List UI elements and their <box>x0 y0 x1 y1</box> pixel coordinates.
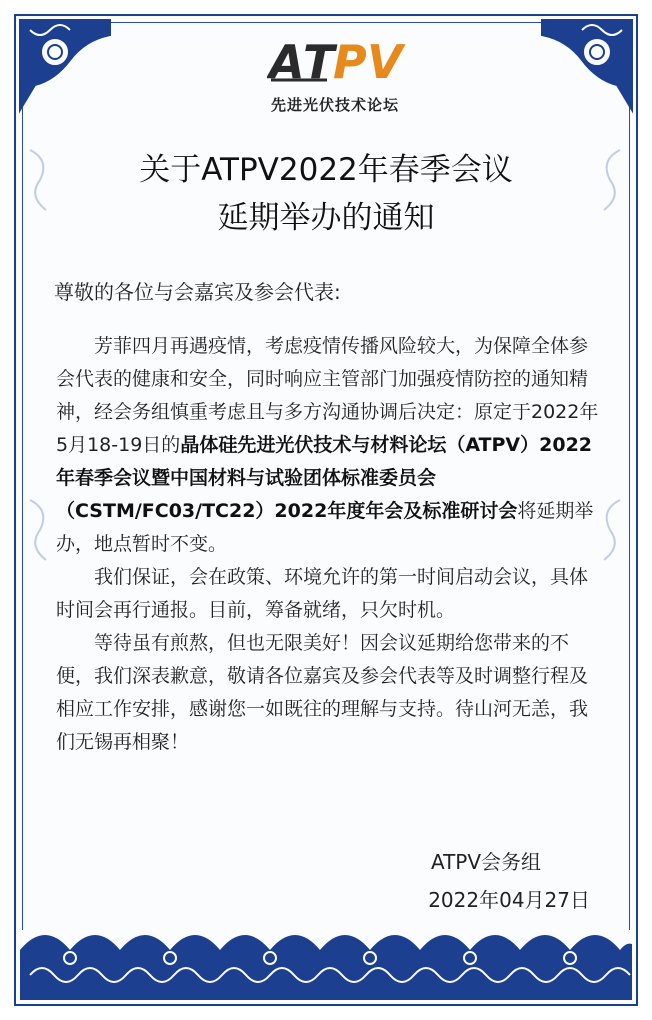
svg-text:A: A <box>269 35 305 89</box>
salutation: 尊敬的各位与会嘉宾及参会代表: <box>54 280 341 304</box>
paragraph-1-intro: 芳菲四月再遇疫情，考虑疫情传播风险较大，为保障全体参会代表的健康和安全，同时响应主管部门加强疫情防控的通知精神，经会务组慎重考虑且与多方沟通协调后决定：原定于2022年5月18-19日的 <box>56 335 599 456</box>
svg-text:V: V <box>367 35 403 89</box>
atpv-logo-mark <box>267 30 407 90</box>
signature-organization: ATPV会务组 <box>430 850 542 874</box>
notice-title-line-1: 关于ATPV2022年春季会议 <box>139 152 513 188</box>
paragraph-apology: 等待虽有煎熬，但也无限美好！因会议延期给您带来的不便，我们深表歉意，敬请各位嘉宾及参会代表等及时调整行程及相应工作安排，感谢您一如既往的理解与支持。待山河无恙，我们无锡再相聚！ <box>56 632 589 753</box>
paragraph-assurance: 我们保证，会在政策、环境允许的第一时间启动会议，具体时间会再行通报。目前，筹备就绪，只欠时机。 <box>56 566 589 621</box>
event-name-bold: 晶体硅先进光伏技术与材料论坛（ATPV）2022年春季会议暨中国材料与试验团体标准委员会（CSTM/FC03/TC22）2022年度年会及标准研讨会 <box>56 434 593 522</box>
paragraph-postponement <box>56 330 606 561</box>
paragraph-1-outro: 将延期举办，地点暂时不变。 <box>56 500 594 555</box>
signature-date: 2022年04月27日 <box>428 888 590 912</box>
svg-text:T: T <box>303 35 335 89</box>
notice-body <box>56 330 606 759</box>
atpv-logo <box>255 30 415 120</box>
svg-text:P: P <box>333 35 367 89</box>
notice-title-line-2: 延期举办的通知 <box>217 200 435 236</box>
logo-subtitle: 先进光伏技术论坛 <box>270 96 399 114</box>
